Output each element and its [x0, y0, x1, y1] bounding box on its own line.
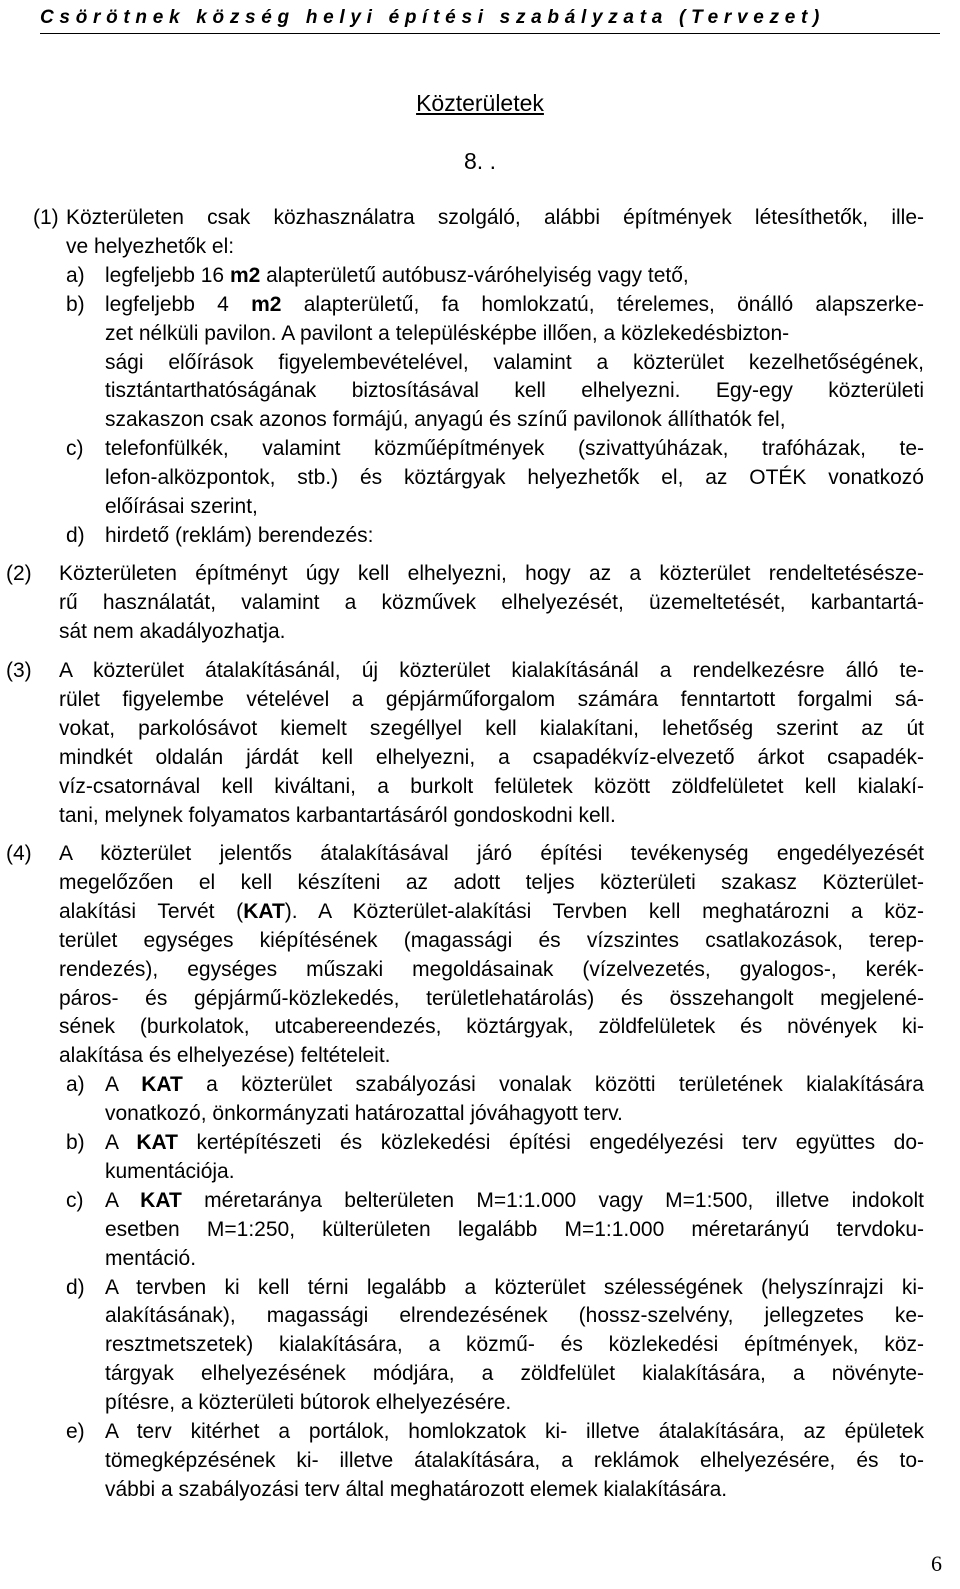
running-header: Csörötnek község helyi építési szabályzata (Tervezet)	[40, 3, 940, 34]
section-number: 8. .	[464, 148, 496, 174]
paragraph-label: (2)	[6, 562, 32, 585]
paragraph-line: páros- és gépjármű-közlekedés, területlehatárolás) és összehangolt megjelené-	[59, 986, 924, 1010]
section-title: Közterületek	[416, 90, 544, 116]
paragraph-line: sének (burkolatok, utcabereendezés, köztárgyak, zöldfelületek és növények ki-	[59, 1015, 924, 1039]
paragraph-line: vokat, parkolósávot kiemelt szegéllyel kell kialakítani, lehetőség szerint az út	[59, 716, 924, 740]
list-item-label: b)	[66, 1131, 85, 1154]
list-item-line: zet nélküli pavilon. A pavilont a településképbe illően, a közlekedésbizton-	[105, 321, 790, 345]
list-item-line: sági előírások figyelembevételével, valamint a közterület kezelhetőségének,	[105, 350, 924, 374]
list-item-line: előírásai szerint,	[105, 495, 258, 518]
list-item-line: szakaszon csak azonos formájú, anyagú és színű pavilonok állíthatók fel,	[105, 408, 786, 432]
list-item-label: d)	[66, 1275, 85, 1299]
paragraph-line: rület figyelembe vételével a gépjárműforgalom számára fenntartott forgalmi sá-	[59, 687, 924, 711]
list-item-label: b)	[66, 292, 85, 316]
paragraph-line: rendezés), egységes műszaki megoldásainak (vízelvezetés, gyalogos-, kerék-	[59, 957, 924, 981]
list-item-line: telefonfülkék, valamint közműépítmények (szivattyúházak, trafóházak, te-	[105, 437, 924, 461]
page-number: 6	[931, 1551, 942, 1576]
paragraph-line: Közterületen építményt úgy kell elhelyezni, hogy az a közterület rendeltetésésze-	[59, 562, 924, 585]
paragraph-line: mindkét oldalán járdát kell elhelyezni, a csapadékvíz-elvezető árkot csapadék-	[59, 745, 924, 769]
paragraph-line: A közterület jelentős átalakításával járó építési tevékenység engedélyezését	[59, 842, 924, 865]
list-item-line: lefon-alközpontok, stb.) és köztárgyak helyezhetők el, az OTÉK vonatkozó	[105, 466, 924, 490]
list-item-label: e)	[66, 1420, 85, 1443]
list-item-line: kumentációja.	[105, 1159, 235, 1183]
list-item-line: A tervben ki kell térni legalább a közterület szélességének (helyszínrajzi ki-	[105, 1275, 924, 1299]
list-item-label: c)	[66, 437, 84, 461]
list-item-line: alakításának), magassági elrendezésének (hossz-szelvény, jellegzetes ke-	[105, 1304, 924, 1328]
paragraph-line: alakítása és elhelyezése) feltételeit.	[59, 1044, 391, 1068]
paragraph-line: terület egységes kiépítésének (magassági és vízszintes csatlakozások, terep-	[59, 928, 924, 952]
list-item-line: legfeljebb 4 m2 alapterületű, fa homlokzatú, térelemes, önálló alapszerke-	[105, 292, 924, 316]
paragraph-line: sát nem akadályozhatja.	[59, 619, 286, 643]
paragraph-line: Közterületen csak közhasználatra szolgáló, alábbi építmények létesíthetők, ille-	[66, 206, 924, 229]
list-item-line: tárgyak elhelyezésének módjára, a zöldfelület kialakítására, a növényte-	[105, 1362, 924, 1386]
list-item-line: pítésre, a közterületi bútorok elhelyezésére.	[105, 1391, 512, 1415]
paragraph-line: tani, melynek folyamatos karbantartásáról gondoskodni kell.	[59, 803, 616, 827]
list-item-line: A KAT méretaránya belterületen M=1:1.000 vagy M=1:500, illetve indokolt	[105, 1188, 925, 1212]
list-item-line: A KAT a közterület szabályozási vonalak közötti területének kialakítására	[105, 1073, 924, 1097]
list-item-label: d)	[66, 523, 85, 547]
list-item-line: A KAT kertépítészeti és közlekedési építési engedélyezési terv együttes do-	[105, 1131, 924, 1154]
list-item-line: hirdető (reklám) berendezés:	[105, 523, 374, 547]
paragraph-label: (1)	[33, 206, 59, 229]
paragraph-label: (3)	[6, 659, 32, 682]
list-item-line: resztmetszetek) kialakítására, a közmű- és közlekedési építmények, köz-	[105, 1333, 924, 1357]
paragraph-line: ve helyezhetők el:	[66, 234, 235, 258]
list-item-label: c)	[66, 1188, 84, 1212]
list-item-line: mentáció.	[105, 1246, 197, 1270]
list-item-label: a)	[66, 1073, 85, 1097]
paragraph-line: alakítási Tervét (KAT). A Közterület-alakítási Tervben kell meghatározni a köz-	[59, 899, 925, 923]
paragraph-line: rű használatát, valamint a közművek elhelyezését, üzemeltetését, karbantartá-	[59, 590, 924, 614]
list-item-line: esetben M=1:250, külterületen legalább M=1:1.000 méretarányú tervdoku-	[105, 1217, 924, 1241]
list-item-line: vábbi a szabályozási terv által meghatározott elemek kialakítására.	[105, 1477, 728, 1501]
list-item-line: tömegképzésének ki- illetve átalakítására, a reklámok elhelyezésére, és to-	[105, 1448, 924, 1472]
list-item-label: a)	[66, 263, 85, 287]
list-item-line: vonatkozó, önkormányzati határozattal jóváhagyott terv.	[105, 1102, 623, 1126]
list-item-line: tisztántarthatóságának biztosításával kell elhelyezni. Egy-egy közterületi	[105, 379, 924, 403]
list-item-line: A terv kitérhet a portálok, homlokzatok ki- illetve átalakítására, az épületek	[105, 1420, 924, 1443]
paragraph-line: víz-csatornával kell kiváltani, a burkolt felületek között zöldfelületet kell kialakí-	[59, 774, 924, 798]
paragraph-label: (4)	[6, 842, 32, 865]
paragraph-line: megelőzően el kell készíteni az adott teljes közterületi szakasz Közterület-	[59, 870, 924, 894]
paragraph-line: A közterület átalakításánál, új közterület kialakításánál a rendelkezésre álló te-	[59, 659, 924, 682]
list-item-line: legfeljebb 16 m2 alapterületű autóbusz-váróhelyiség vagy tető,	[105, 263, 689, 287]
